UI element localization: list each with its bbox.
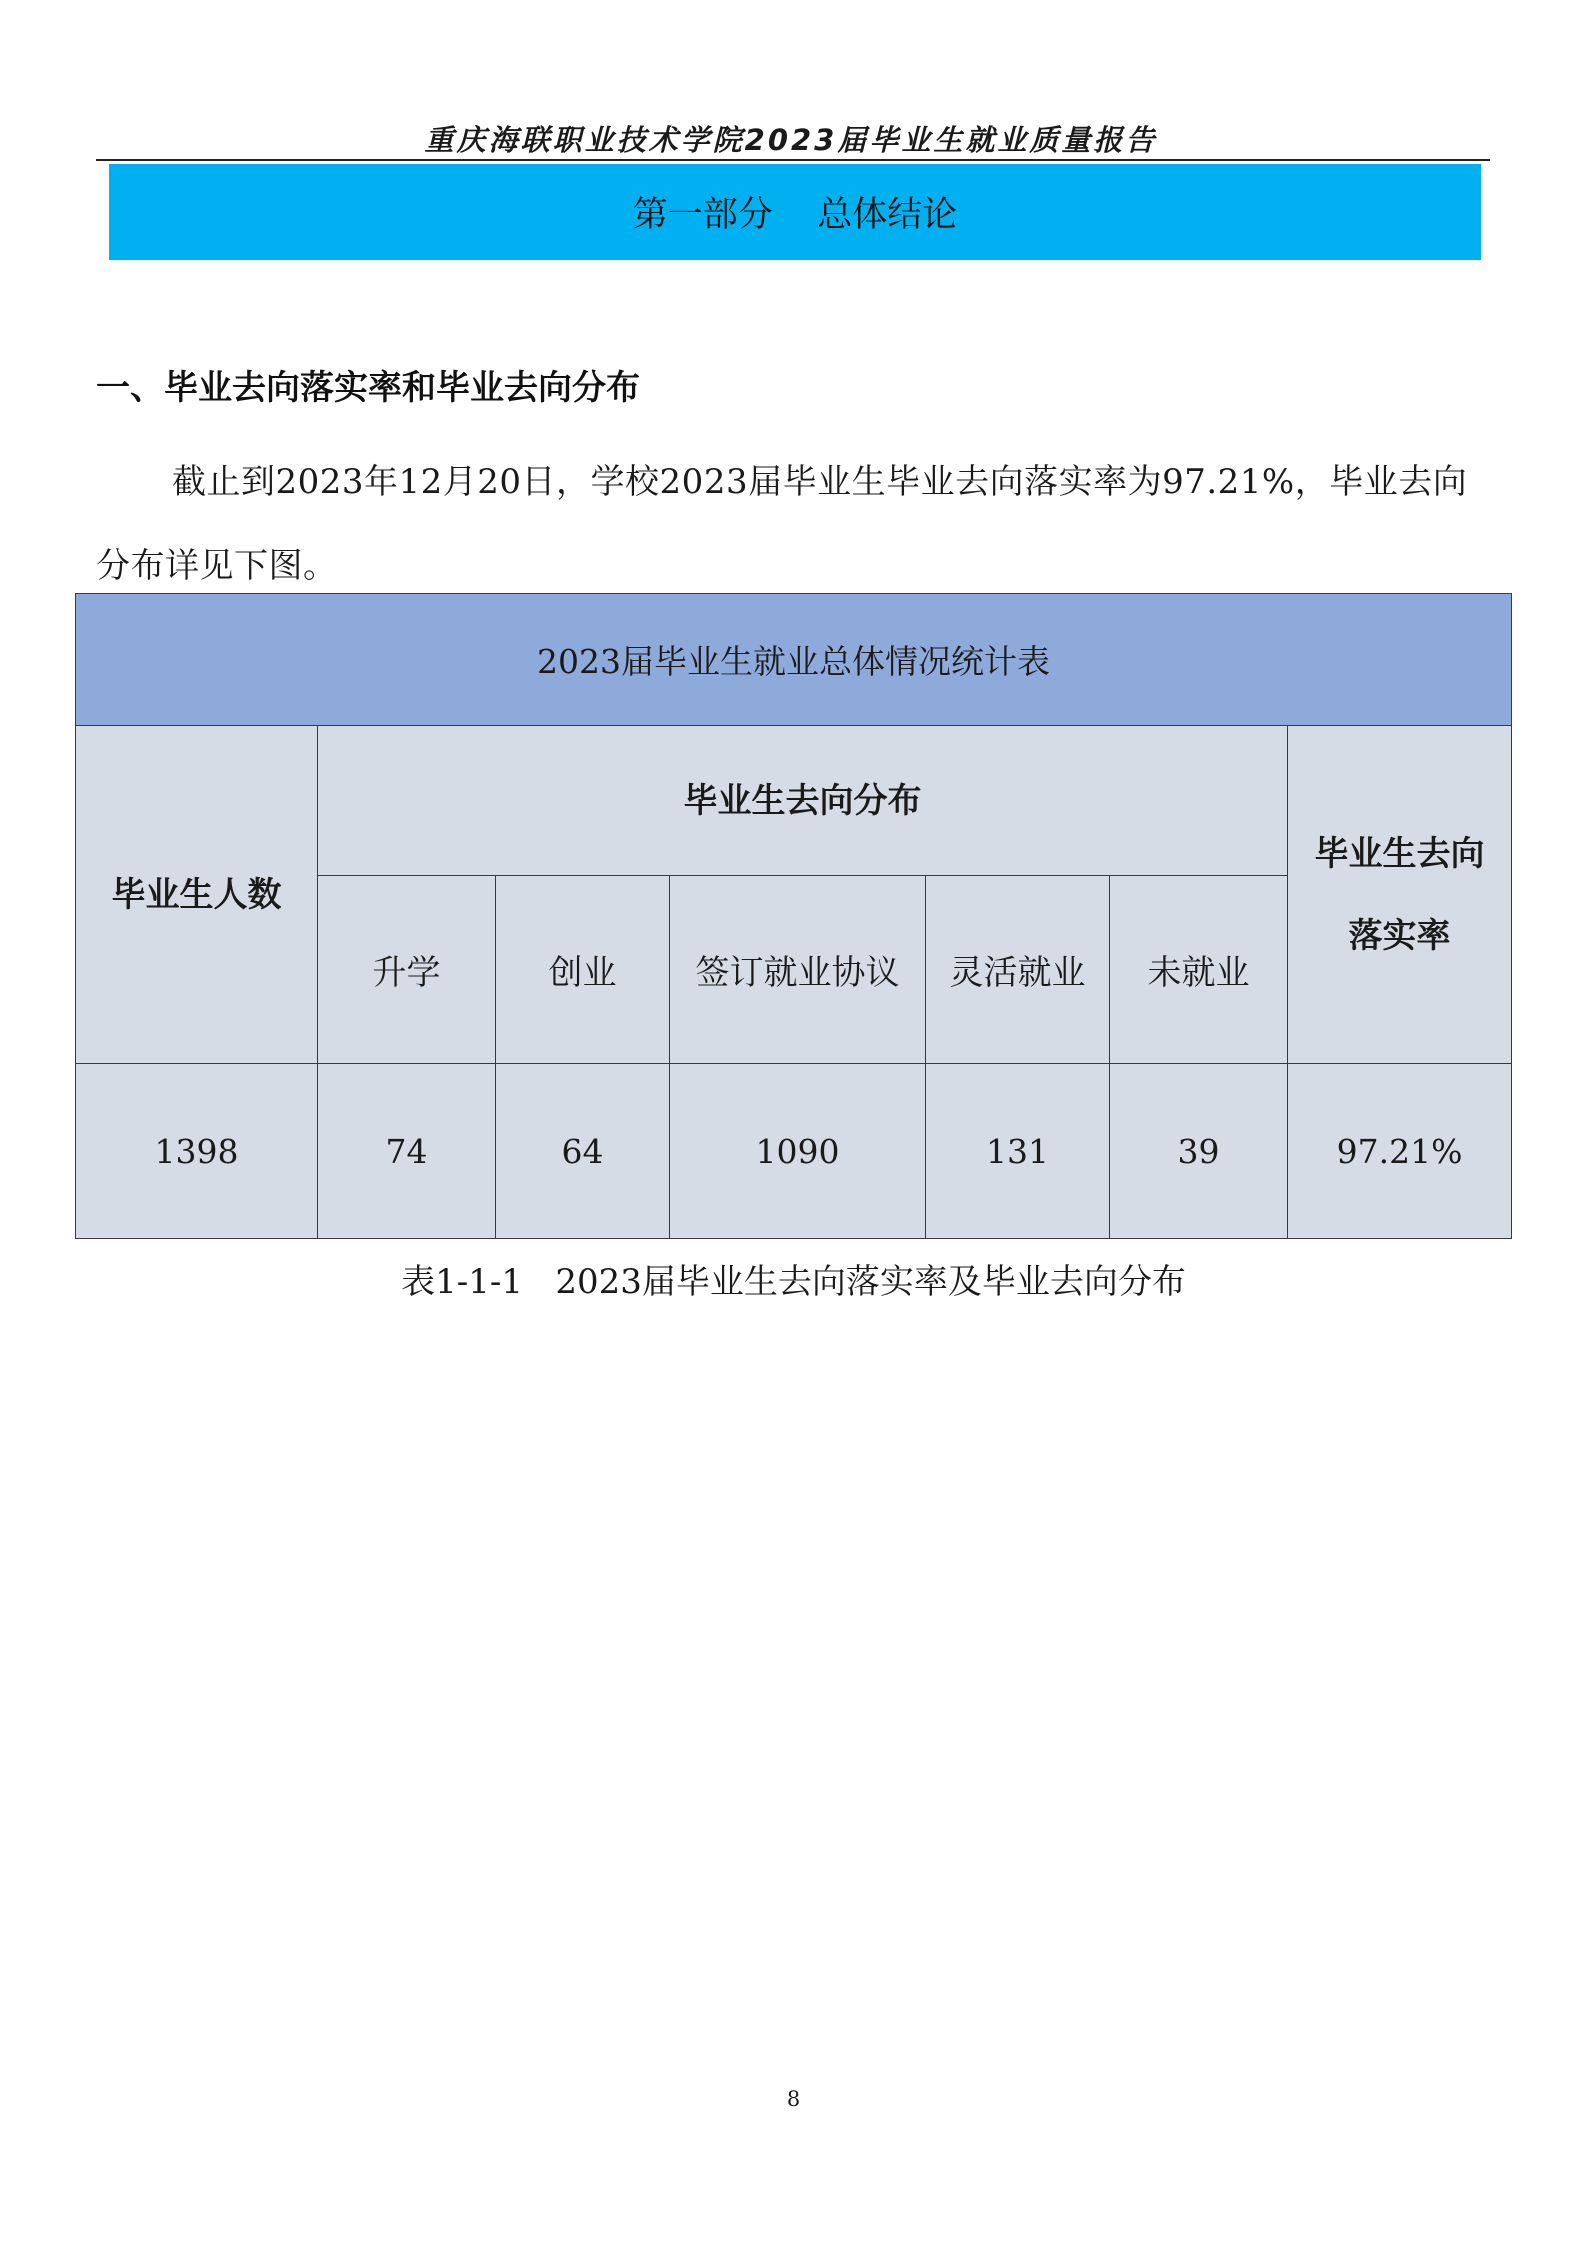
- subheader-further-study: 升学: [318, 876, 496, 1064]
- part-banner: 第一部分 总体结论: [109, 164, 1481, 260]
- subheader-entrepreneurship: 创业: [496, 876, 670, 1064]
- page-number: 8: [786, 2087, 801, 2111]
- employment-stats-table: [75, 593, 1512, 1239]
- body-paragraph: 截止到2023年12月20日，学校2023届毕业生毕业去向落实率为97.21%，毕业去向分布详见下图。: [96, 462, 1468, 586]
- value-further-study: 74: [318, 1064, 496, 1239]
- subheader-flexible-employment: 灵活就业: [926, 876, 1110, 1064]
- header-rule: [96, 159, 1490, 161]
- table-header-row: [76, 726, 1512, 876]
- value-unemployed: 39: [1110, 1064, 1288, 1239]
- header-destination-distribution: 毕业生去向分布: [318, 726, 1288, 876]
- value-graduates-count: 1398: [76, 1064, 318, 1239]
- table-row: [76, 1064, 1512, 1239]
- value-entrepreneurship: 64: [496, 1064, 670, 1239]
- header-placement-rate-line1: 毕业生去向: [1314, 833, 1485, 874]
- running-header-title: 重庆海联职业技术学院2023届毕业生就业质量报告: [424, 123, 1158, 157]
- table-title: 2023届毕业生就业总体情况统计表: [76, 594, 1512, 726]
- header-placement-rate-line2: 落实率: [1348, 915, 1451, 956]
- table-caption: 表1-1-1 2023届毕业生去向落实率及毕业去向分布: [401, 1262, 1186, 1302]
- header-graduates-count: 毕业生人数: [76, 726, 318, 1064]
- value-placement-rate: 97.21%: [1288, 1064, 1512, 1239]
- value-flexible-employment: 131: [926, 1064, 1110, 1239]
- value-signed-contract: 1090: [670, 1064, 926, 1239]
- subheader-unemployed: 未就业: [1110, 876, 1288, 1064]
- table-title-row: [76, 594, 1512, 726]
- subheader-signed-contract: 签订就业协议: [670, 876, 926, 1064]
- header-placement-rate: [1288, 726, 1512, 1064]
- section-heading: 一、毕业去向落实率和毕业去向分布: [96, 368, 640, 408]
